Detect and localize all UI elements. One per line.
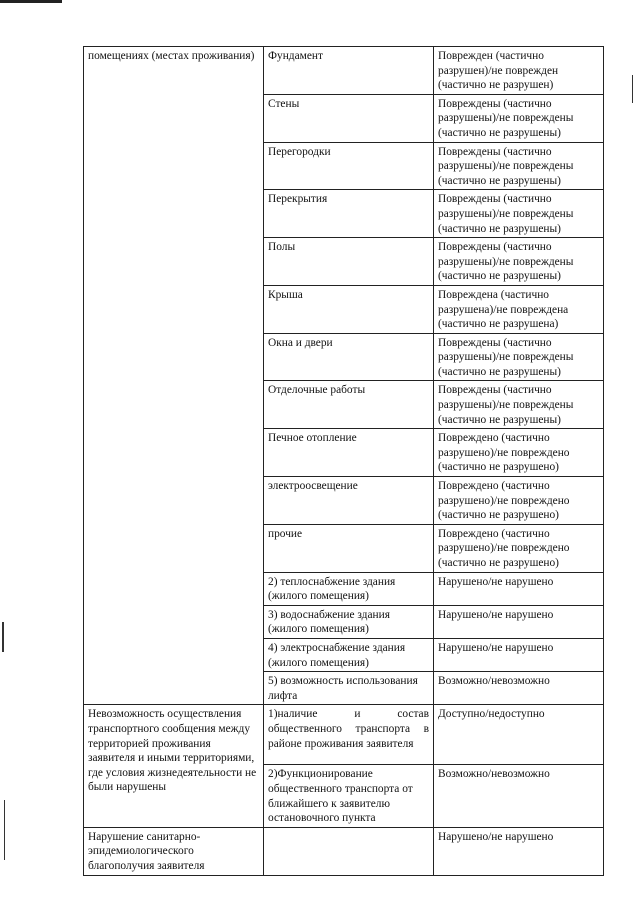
status-cell: Повреждены (частично разрушены)/не повреждены (частично не разрушены)	[434, 381, 604, 429]
status-cell: Нарушено/не нарушено	[434, 605, 604, 638]
scan-left-edge-mark	[2, 622, 4, 652]
status-cell: Повреждено (частично разрушено)/не повреждено (частично не разрушено)	[434, 429, 604, 477]
status-cell: Повреждены (частично разрушены)/не повреждены (частично не разрушены)	[434, 190, 604, 238]
status-cell: Нарушено/не нарушено	[434, 638, 604, 671]
element-cell	[264, 827, 434, 875]
element-cell: Отделочные работы	[264, 381, 434, 429]
criterion-cell: Нарушение санитарно-эпидемиологического благополучия заявителя	[84, 827, 264, 875]
status-cell: Нарушено/не нарушено	[434, 827, 604, 875]
status-cell: Нарушено/не нарушено	[434, 572, 604, 605]
table-row	[84, 705, 604, 765]
status-cell: Повреждены (частично разрушены)/не повреждены (частично не разрушены)	[434, 94, 604, 142]
status-cell: Возможно/невозможно	[434, 765, 604, 827]
status-cell: Повреждены (частично разрушены)/не повреждены (частично не разрушены)	[434, 142, 604, 190]
status-cell: Повреждено (частично разрушено)/не повреждено (частично не разрушено)	[434, 477, 604, 525]
element-cell: Стены	[264, 94, 434, 142]
element-cell: прочие	[264, 524, 434, 572]
element-cell: Перекрытия	[264, 190, 434, 238]
element-cell: Окна и двери	[264, 333, 434, 381]
scan-left-edge-mark-2	[4, 800, 5, 860]
element-cell: 1)наличие и состав общественного транспорта в районе проживания заявителя	[264, 705, 434, 765]
status-cell: Возможно/невозможно	[434, 672, 604, 705]
damage-assessment-table	[83, 46, 604, 876]
status-cell: Повреждена (частично разрушена)/не повреждена (частично не разрушена)	[434, 285, 604, 333]
element-cell: Полы	[264, 238, 434, 286]
element-cell: 2)Функционирование общественного транспорта от ближайшего к заявителю остановочного пункта	[264, 765, 434, 827]
element-cell: Печное отопление	[264, 429, 434, 477]
status-cell: Поврежден (частично разрушен)/не поврежден (частично не разрушен)	[434, 47, 604, 95]
table-row	[84, 47, 604, 95]
criterion-cell: Невозможность осуществления транспортного сообщения между территорией проживания заявителя и иными территориями, где условия жизнедеятельности не были нарушены	[84, 705, 264, 827]
element-cell: 4) электроснабжение здания (жилого помещения)	[264, 638, 434, 671]
status-cell: Повреждены (частично разрушены)/не повреждены (частично не разрушены)	[434, 238, 604, 286]
status-cell: Повреждены (частично разрушены)/не повреждены (частично не разрушены)	[434, 333, 604, 381]
element-cell: электроосвещение	[264, 477, 434, 525]
table-row	[84, 827, 604, 875]
element-cell: Крыша	[264, 285, 434, 333]
status-cell: Доступно/недоступно	[434, 705, 604, 765]
element-cell: Перегородки	[264, 142, 434, 190]
scan-right-edge-mark	[632, 75, 633, 103]
status-cell: Повреждено (частично разрушено)/не повреждено (частично не разрушено)	[434, 524, 604, 572]
element-cell: 2) теплоснабжение здания (жилого помещения)	[264, 572, 434, 605]
element-cell: 5) возможность использования лифта	[264, 672, 434, 705]
element-cell: Фундамент	[264, 47, 434, 95]
scan-top-bar	[0, 0, 62, 3]
element-cell: 3) водоснабжение здания (жилого помещения)	[264, 605, 434, 638]
criterion-cell: помещениях (местах проживания)	[84, 47, 264, 705]
